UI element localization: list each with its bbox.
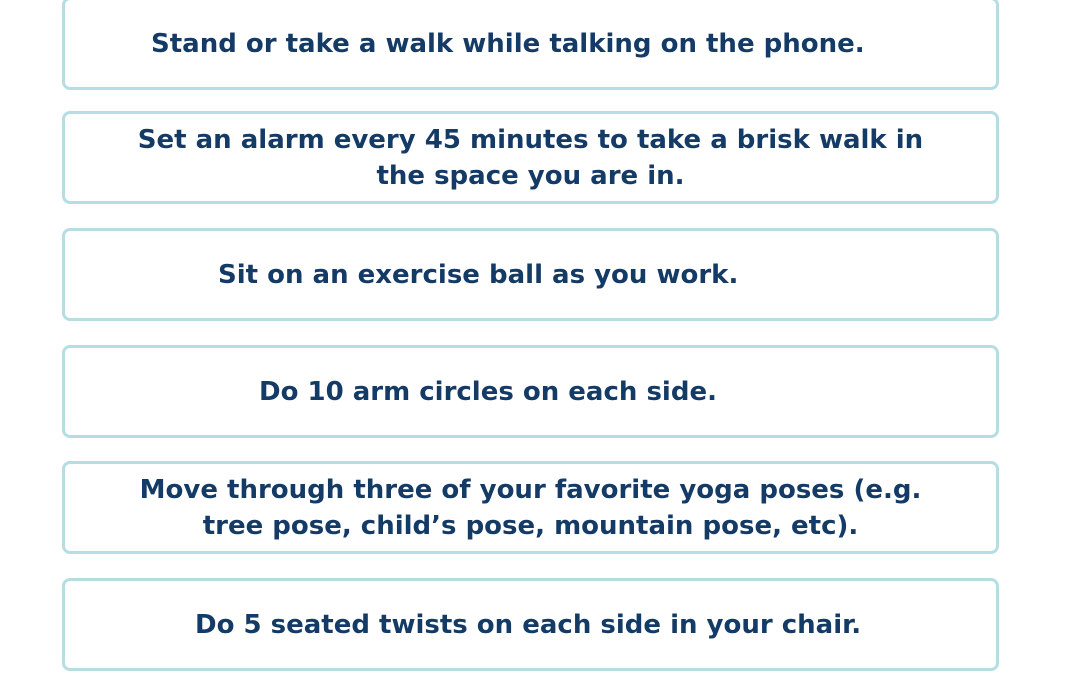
tip-card-1 (62, 0, 999, 90)
tip-text (65, 348, 996, 435)
tip-line: the space you are in. (376, 160, 685, 191)
tip-line: tree pose, child’s pose, mountain pose, etc). (202, 510, 859, 541)
tip-line: Do 5 seated twists on each side in your chair. (195, 609, 862, 640)
tip-text (65, 581, 996, 668)
tip-text (65, 114, 996, 201)
tip-text (65, 0, 996, 87)
tip-line: Move through three of your favorite yoga poses (e.g. (139, 474, 922, 505)
tip-text (65, 464, 996, 551)
tip-line: Do 10 arm circles on each side. (259, 376, 717, 407)
tip-card-2 (62, 111, 999, 204)
tip-line: Sit on an exercise ball as you work. (218, 259, 739, 290)
tip-line: Stand or take a walk while talking on the phone. (151, 28, 865, 59)
tip-card-3 (62, 228, 999, 321)
tip-card-5 (62, 461, 999, 554)
tip-text (65, 231, 996, 318)
tip-line: Set an alarm every 45 minutes to take a brisk walk in (137, 124, 924, 155)
tip-card-6 (62, 578, 999, 671)
tip-card-4 (62, 345, 999, 438)
